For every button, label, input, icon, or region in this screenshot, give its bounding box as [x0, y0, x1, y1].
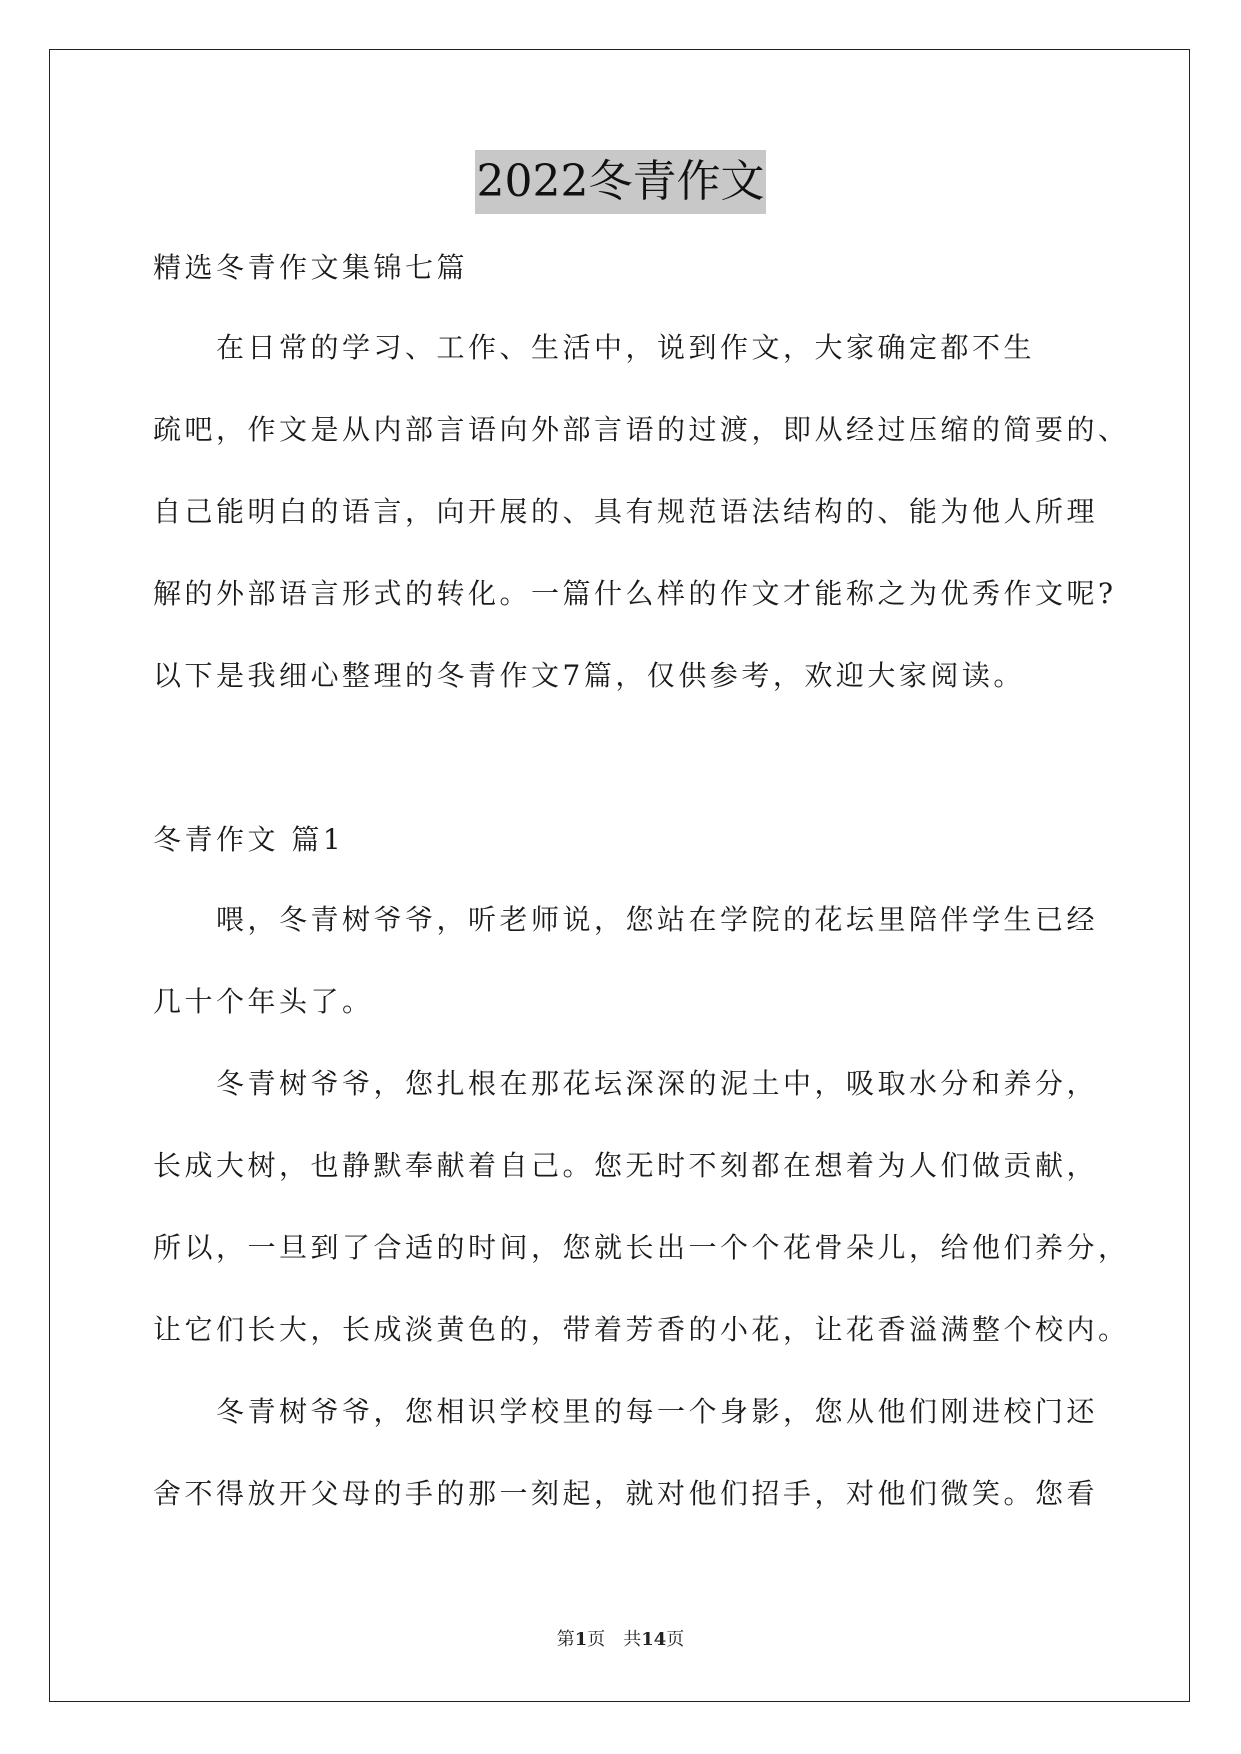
footer-page-total: 14 [641, 1629, 667, 1650]
body-line-1: 喂，冬青树爷爷，听老师说，您站在学院的花坛里陪伴学生已经 [153, 903, 1099, 936]
body-line-8: 舍不得放开父母的手的那一刻起，就对他们招手，对他们微笑。您看 [153, 1477, 1099, 1510]
footer-page-prefix: 第 [556, 1629, 575, 1650]
body-line-4: 长成大树，也静默奉献着自己。您无时不刻都在想着为人们做贡献， [153, 1149, 1099, 1182]
body-line-3: 冬青树爷爷，您扎根在那花坛深深的泥土中，吸取水分和养分， [153, 1067, 1099, 1100]
footer-page-suffix: 页 [666, 1629, 685, 1650]
section-heading: 冬青作文 篇1 [153, 823, 345, 856]
page-border [49, 49, 1190, 1702]
intro-line-4: 解的外部语言形式的转化。一篇什么样的作文才能称之为优秀作文呢? [153, 577, 1117, 610]
intro-line-2: 疏吧，作文是从内部言语向外部言语的过渡，即从经过压缩的简要的、 [153, 413, 1130, 446]
footer-page-mid: 页 共 [587, 1629, 642, 1650]
intro-line-1: 在日常的学习、工作、生活中，说到作文，大家确定都不生 [153, 331, 1036, 364]
body-line-2: 几十个年头了。 [153, 985, 374, 1018]
body-line-7: 冬青树爷爷，您相识学校里的每一个身影，您从他们刚进校门还 [153, 1395, 1099, 1428]
page-footer [0, 1625, 1241, 1651]
intro-line-5: 以下是我细心整理的冬青作文7篇，仅供参考，欢迎大家阅读。 [153, 659, 1025, 692]
document-title: 2022冬青作文 [475, 150, 767, 214]
title-container [0, 150, 1241, 214]
body-line-6: 让它们长大，长成淡黄色的，带着芳香的小花，让花香溢满整个校内。 [153, 1313, 1130, 1346]
body-line-5: 所以，一旦到了合适的时间，您就长出一个个花骨朵儿，给他们养分， [153, 1231, 1130, 1264]
intro-line-3: 自己能明白的语言，向开展的、具有规范语法结构的、能为他人所理 [153, 495, 1099, 528]
footer-page-current: 1 [574, 1629, 588, 1650]
document-subtitle: 精选冬青作文集锦七篇 [153, 251, 469, 284]
